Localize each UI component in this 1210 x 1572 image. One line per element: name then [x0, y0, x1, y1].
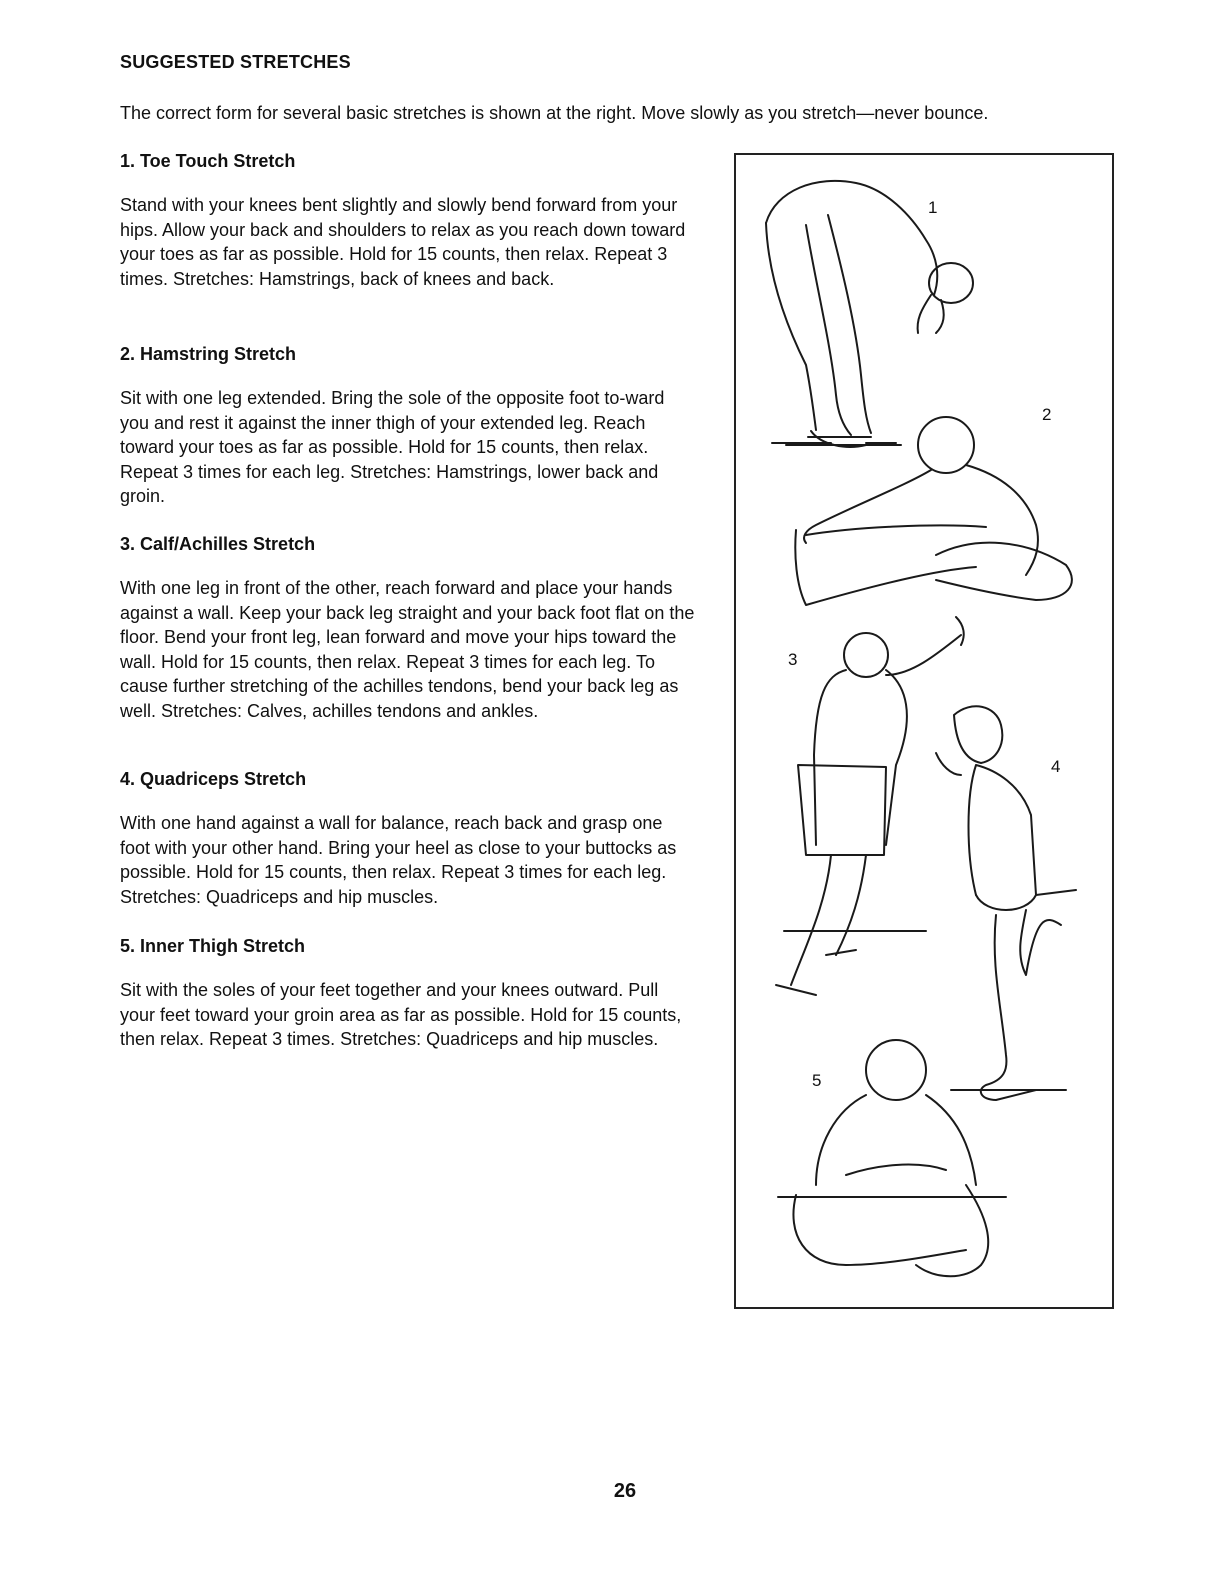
stretch-section-quadriceps [120, 767, 695, 909]
toe-touch-figure [766, 181, 973, 447]
stretch-illustrations [736, 155, 1112, 1307]
stretch-description: Stand with your knees bent slightly and slowly bend forward from your hips. Allow your back and shoulders to relax as you reach down toward your toes as far as possible. Hold for 15 counts, then relax. Repeat 3 times. Stretches: Hamstrings, back of knees and back. [120, 195, 686, 289]
figure-label-3: 3 [788, 650, 798, 669]
page-heading: SUGGESTED STRETCHES [120, 52, 351, 72]
stretch-section-hamstring [120, 342, 695, 509]
calf-stretch-figure [776, 617, 964, 995]
stretch-description: Sit with the soles of your feet together and your knees outward. Pull your feet toward your groin area as far as possible. Hold for 15 counts, then relax. Repeat 3 times. Stretches: Quadriceps and hip muscles. [120, 980, 682, 1049]
stretch-illustration-panel [734, 153, 1114, 1309]
figure-label-4: 4 [1051, 757, 1061, 776]
page-number: 26 [613, 1480, 637, 1502]
figure-label-5: 5 [812, 1071, 822, 1090]
stretch-section-toe-touch [120, 149, 695, 291]
figure-label-2: 2 [1042, 405, 1052, 424]
stretch-description: With one hand against a wall for balance, reach back and grasp one foot with your other hand. Bring your heel as close to your buttocks as possible. Hold for 15 counts, then relax. Repeat 3 times for each leg. Stretches: Quadriceps and hip muscles. [120, 813, 677, 907]
stretch-description: With one leg in front of the other, reach forward and place your hands against a wall. Keep your back leg straight and your back foot flat on the floor. Bend your front leg, lean forward and move your hips toward the wall. Hold for 15 counts, then relax. Repeat 3 times for each leg. To cause further stretching of the achilles tendons, bend your back leg as well. Stretches: Calves, achilles tendons and ankles. [120, 578, 695, 721]
stretch-title: 4. Quadriceps Stretch [120, 769, 307, 789]
stretch-description: Sit with one leg extended. Bring the sole of the opposite foot to-ward you and rest it against the inner thigh of your extended leg. Reach toward your toes as far as possible. Hold for 15 counts, then relax. Repeat 3 times for each leg. Stretches: Hamstrings, lower back and groin. [120, 388, 665, 506]
stretch-title: 3. Calf/Achilles Stretch [120, 534, 316, 554]
intro-text: The correct form for several basic stretches is shown at the right. Move slowly as you stretch—never bounce. [120, 103, 989, 123]
stretch-title: 2. Hamstring Stretch [120, 344, 297, 364]
stretch-section-inner-thigh [120, 934, 695, 1052]
stretch-title: 5. Inner Thigh Stretch [120, 936, 306, 956]
stretch-section-calf-achilles [120, 532, 695, 723]
figure-label-1: 1 [928, 198, 938, 217]
stretch-title: 1. Toe Touch Stretch [120, 151, 296, 171]
